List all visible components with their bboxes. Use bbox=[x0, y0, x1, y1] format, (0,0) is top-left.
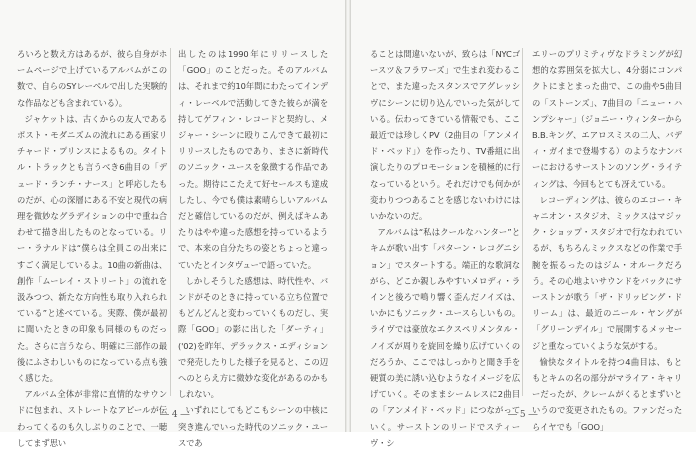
paragraph: ろいろと数え方はあるが、彼ら自身がホームページで上げているアルバムがこの数で、自らのSYレーベルで出した実験的な作品なども含まれている）。 bbox=[17, 49, 167, 108]
right-page-column-1 bbox=[370, 46, 520, 451]
paragraph: アルバム全体が非常に直情的なサウンドに包まれ、ストレートなアピールが伝わってくるのも久しぶりのことで、一聴してまず思い bbox=[17, 389, 167, 448]
book-gutter bbox=[346, 0, 350, 432]
column-divider-left bbox=[170, 48, 171, 396]
page-number-left: ― 4 ― bbox=[160, 410, 190, 420]
page-number-right: ― 5 ― bbox=[508, 410, 538, 420]
paragraph: アルバムは“私はクールなハンター”とキムが歌い出す「パターン・レコグニション」でスタートする。端正的な歌詞ながら、どこか親しみやすいメロディ・ラインと後ろで鳴り響く歪んだノイズは、いかにもソニック・ユースらしいもの。ライヴでは豪放なエクスペリメンタル・ノイズが周りを旋回を繰り広げていくのだろうか、ここではしっかりと聞き手を硬質の美に誘い込むようなイメージを広げていく。そのままシームレスに2曲目の「アンメイド・ベッド」につながっていく。サーストンのリードでスティーヴ・シ bbox=[370, 227, 520, 448]
right-page-column-2 bbox=[532, 46, 682, 435]
paragraph: いずれにしてもどこもシーンの中核に突き進んでいった時代のソニック・ユースであ bbox=[178, 405, 328, 448]
paragraph: ジャケットは、古くからの友人であるポスト・モダニズムの流れにある画家リチャード・プリンスによるもの。タイトル・トラックとも言うべき6曲目の「デュード・ランチ・ナース」と呼応したものだが、心の深層にある不安と現代の病理を微妙なグラデイションの中で重ね合わせて描き出したものとなっている。リー・ラナルドは“僕らは全員この出来にすごく満足しているよ。10曲の新曲は、創作「ムーレイ・ストリート」の流れを汲みつつ、新たな方向性も取り入れられている”と述べている。実際、僕が最初に聞いたときの印象も同様のものだった。さらに言うなら、明確に三部作の最後にふさわしいものになっている点も強く感じた。 bbox=[17, 113, 167, 384]
paragraph: しかしそうした感想は、時代性や、バンドがそのときに持っている立ち位置でもどんどんと変わっていくものだし、実際「GOO」の影に出した「ダーティ」('02)を昨年、デラックス・エディションで発売したりした様子を見ると、この辺へのとらえ方に微妙な変化があるのかもしれない。 bbox=[178, 275, 328, 400]
left-page-column-1 bbox=[17, 46, 167, 451]
paragraph: エリーのプリミティヴなドラミングが幻想的な雰囲気を拡大し、4分弱にコンパクトにまとまった曲で、この曲や5曲目の「ストーンズ」、7曲目の「ニュー・ハンプシャー」（ジョニー・ウィンターからB.B.キング、エアロスミスの二人、バディ・ガイまで登場する）のようなナンバーにおけるサーストンのソング・ライティングは、今回もとても冴えている。 bbox=[532, 49, 682, 189]
paragraph: ることは間違いないが、致らは「NYCゴースツ＆フラワーズ」で生まれ変わることで、また違ったスタンスでアグレッシヴにシーンに切り込んでいった気がしている。伝わってきている情報でも、ここ最近では珍しくPV（2曲目の「アンメイド・ベッド」）を作ったり、TV番組に出演したりのプロモーションを積極的に行なっているという。それだけでも何かが変わりつつあることを感じないわけにはいかないのだ。 bbox=[370, 49, 520, 222]
left-page-column-2 bbox=[178, 46, 328, 451]
paragraph: 出したのは1990年にリリースした「GOO」のことだった。そのアルバムは、それまで約10年間にわたってインディ・レーベルで活動してきた彼らが満を持してゲフィン・レコードと契約し、メジャー・シーンに殴りこんできて最初にリリースしたものであり、まさに新時代のソニック・ユースを象徴する作品であった。期待にこたえて好セールスも達成したし、今でも僕は素晴らしいアルバムだと確信しているのだが、例えばキムあたりはやや違った感想を持っているようで、本来の自分たちの姿とちょっと違っていたとインタヴューで語っていた。 bbox=[178, 49, 328, 270]
paragraph: 愉快なタイトルを持つ4曲目は、もともとキムの名の部分がマライア・キャリーだったが、クレームがくるとまずいというので変更されたもの。ファンだったらイヤでも「GOO」 bbox=[532, 356, 682, 432]
paragraph: レコーディングは、彼らのエコー・キャニオン・スタジオ、ミックスはマジック・ショップ・スタジオで行なわれているが、もちろんミックスなどの作業で手腕を振るったのはジム・オルークだろう。その心地よいサウンドをバックにサーストンが歌う「ザ・ドリッピング・ドリーム」は、最近のニール・ヤングが「グリーンデイル」で展開するメッセージと重なっていくような気がする。 bbox=[532, 194, 682, 351]
column-divider-right bbox=[522, 48, 523, 396]
